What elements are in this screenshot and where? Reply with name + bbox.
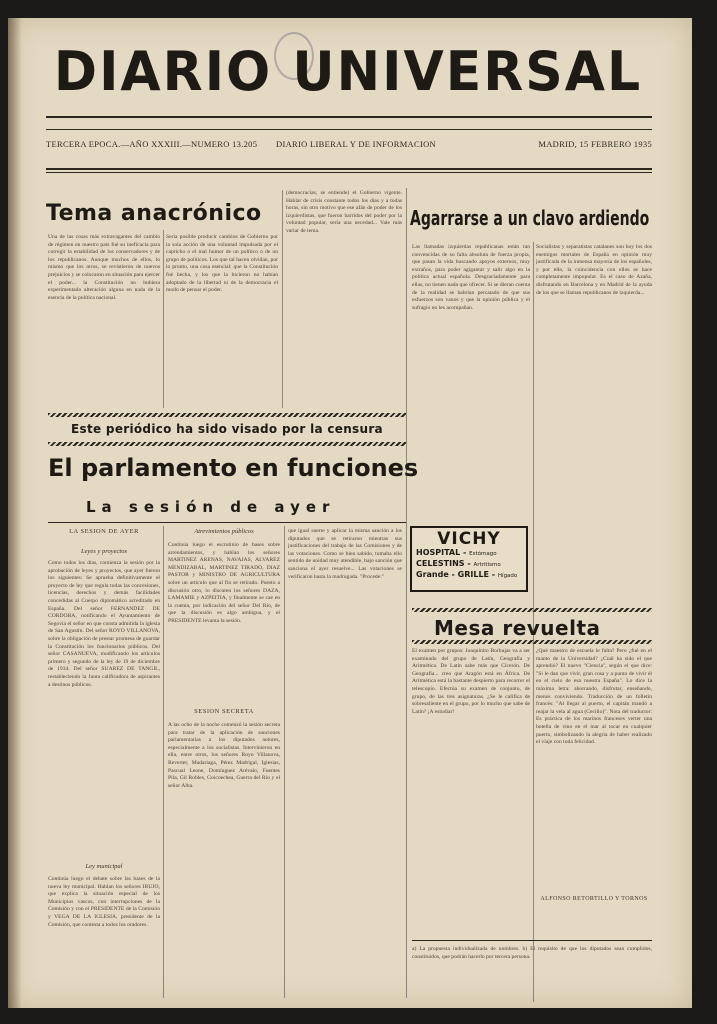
headline-tema: Tema anacrónico <box>46 201 262 226</box>
label-sesion-ayer: LA SESION DE AYER <box>69 528 139 535</box>
mesa-signature: ALFONSO RETORTILLO Y TORNOS <box>540 896 648 902</box>
edition-info: TERCERA EPOCA.—AÑO XXXIII.—NUMERO 13.205 <box>46 139 258 149</box>
column-divider <box>163 526 164 998</box>
headline-parlamento: El parlamento en funciones <box>48 454 419 482</box>
mesa-bottom-text: a) La propuesta individualizada de nombres. b) El requisito de que los diputados sean cumplidos, constituidos, que podrán hacerlo por tercera persona. <box>412 946 652 960</box>
masthead-rule-mid <box>46 129 652 130</box>
parlamento-column-2b: A las ocho de la noche comenzó la sesión secreta para tratar de la aplicación de sanciones parlamentarias a los diputados autores, especialmente a los socialistas. Intervinieron en ella, entre otros, los señores Royo Villanova, Reverter, Madariaga, Pérez Madrigal, Iglesias, Pascual Leone, Domínguez Arévalo, Fuentes Pila, Gil Robles, Goicoechea, Guerra del Río y el señor Alba. <box>168 722 280 789</box>
ad-line-celestins: CELESTINS - Artritismo <box>416 559 501 568</box>
ornament-rule <box>412 640 652 644</box>
section-rule <box>412 940 652 941</box>
mesa-column-2: ¿Qué maestro de escuela le falta? Pero ¿fué en el manto de la Universidad? ¿Cuál ha sido el que aprendió? El nuevo "Ciencia", según el que dice: "Si le dan que vivir, gran cosa y a punto de vivir él en el cielo de esa nuestra España". Lo dice la máxima letra: ahorrando, disfrutar, enseñando, menos conviviendo. Traducción de un folletín francés: "Al llegar al puerto, el capitán mandó a reajar la vela al agua (Cecilio)". Nota del traductor: Es práctica de los marinos franceses verter una botella de vino en el mar al tocar en cualquier puerto, simbolizando la alegría de haber realizado el viaje con toda felicidad. <box>536 648 652 746</box>
ornament-rule <box>48 442 406 446</box>
masthead-rule-bottom <box>46 168 652 170</box>
parlamento-column-3: que igual suerte y aplicar la misma sanción a los diputados que se retiraron mientras sus justificaciones del trabajo de las Comisiones y de las votaciones. Como se bien sabido, tomaba ello sentido de unidad muy atendible, bajo sanción que sanciona el ayer resuelve... Las votaciones se verificaron hasta la madrugada. "Procede:" <box>288 528 402 580</box>
mesa-column-1: El examen por grupos: Joaquinito Borbujas va a ser examinado del grupo de Latín, Geografía y Aritmética. De Latín sabe más que Cicerón. De Geografía... creo que Aragón está en África. De Aritmética está la bastante despierto para recorrer el telescopio. Efectúa su examen de conjunto, de grupo, de las tres asignaturas. ¿Se le califica de sobresaliente en el grupo, por lo mucho que sabe de Latín? ¡A estudiar! <box>412 648 530 715</box>
newspaper-page <box>8 18 692 1008</box>
section-rule <box>48 522 406 523</box>
tema-column-1: Una de las cosas más extravagantes del cambio de régimen en nuestro país fué su ineficacia para corregir la estabilidad de los conservadores y de los republicanos. Aunque muchos de ellos, lo mismo que los otros, se revistieron de nuevos prejuicios y se colocaron en situación para ejercer el poder... la Constitución no hubiera experimentado alteración alguna en nada de la esencia de la política nacional. <box>48 234 160 301</box>
label-ley-municipal: Ley municipal <box>85 863 123 870</box>
agarrarse-column-2: Socialistas y separatistas catalanes son hoy los dos enemigos mortales de España en opinión muy justificada de la inmensa mayoría de los españoles, y por ello, la coincidencia con ellos se hace completamente impopular. Es el caso de Azaña, disfrutando en Barcelona y en Madrid de la ayuda de los que se llaman republicanos de izquierda... <box>536 244 652 296</box>
ad-line-hospital: HOSPITAL - Estómago <box>416 548 497 557</box>
ad-title: VICHY <box>437 529 501 549</box>
masthead-title: DIARIO UNIVERSAL <box>53 40 643 104</box>
agarrarse-column-1: Las llamadas izquierdas republicanas están tan convencidas de su falta absoluta de fuerza propia, que pasan la vida buscando apoyos externos, muy extraños, para poder agigantar y salir algo en la política actual española. Desgraciadamente para ellas, no tienen nada que ofrecer. Si se dieran cuenta de la realidad se habrían percatado de que sus esfuerzos son vanos y que la opinión pública y el sufragio no les acompañan. <box>412 244 530 311</box>
tema-column-3: (democracias, se entiende) el Gobierno vigente. Hablar de crisis constante todos los días y a todas horas, sin otro motivo que ese afán de poder de los izquierdistas, que fueron barridos del poder por la voluntad popular, sería una necedad... Vale más variar de tema. <box>286 190 402 234</box>
parlamento-column-1b: Continúa luego el debate sobre las bases de la nueva ley municipal. Hablan los señores IRUJO, que explica la situación especial de los Municipios vascos, con interrupciones de la Comisión y con el PRESIDENTE de la Comisión y VEGA DE LA IGLESIA, presidente de la Comisión, que contesta a todos los oradores. <box>48 876 160 928</box>
masthead-rule-top <box>46 116 652 118</box>
label-leyes: Leyes y proyectos <box>81 548 127 555</box>
column-divider <box>406 188 407 998</box>
date-line: MADRID, 15 FEBRERO 1935 <box>538 139 652 149</box>
ornament-rule <box>48 413 406 417</box>
vichy-advertisement <box>410 526 528 592</box>
paper-tagline: DIARIO LIBERAL Y DE INFORMACION <box>276 139 436 149</box>
headline-agarrarse: Agarrarse a un clavo ardiendo <box>410 206 650 230</box>
label-sesion-secreta: SESION SECRETA <box>194 708 254 715</box>
masthead-rule-bottom-thin <box>46 172 652 173</box>
parlamento-column-2: Continúa luego el escrutinio de bases sobre arrendamientos, y hablan los señores MARTINEZ ARENAS, NAVAJAS, ALVAREZ MENDIZABAL, MARTINEZ TIRADO, DIAZ PASTOR y MINISTRO DE AGRICULTURA sobre un artículo que al fin se retirado. Puesto a discusión otro, lo discuten los señores DAZA, LAMAMIE y AZPEITIA, y finalmente se cae en la cuenta, por indicación del señor Del Río, de que la discusión es algo ambigua, y el PRESIDENTE levanta la sesión. <box>168 542 280 624</box>
censorship-notice: Este periódico ha sido visado por la censura <box>71 422 383 436</box>
headline-mesa-revuelta: Mesa revuelta <box>434 616 601 640</box>
column-divider <box>163 230 164 408</box>
column-divider <box>284 526 285 998</box>
ornament-rule <box>412 608 652 612</box>
label-atrevimientos: Atrevimientos públicos <box>194 528 254 535</box>
column-divider <box>282 190 283 408</box>
subheadline-sesion: La sesión de ayer <box>86 498 336 516</box>
tema-column-2: Sería posible producir cambios de Gobierno por la sola acción de una voluntad impulsada por el capricho o el mal humor de un político o de un grupo de políticos. Los que tal hacen olvidan, por lo pronto, una cosa esencial: que la Constitución fué hecha, y los que la hicieron no habían adoptado de la libertad ni de la democracia el modo de pensar el poder. <box>166 234 278 294</box>
parlamento-column-1: Como todos los días, comienza la sesión por la aprobación de leyes y proyectos, que ayer fueron los siguientes: Se aprueba definitivamente el proyecto de ley que regula todas las concesiones, licencias, derechos y demás facilidades concedidas al Cuerpo diplomático acreditado en España. Del señor FERNANDEZ DE CORDOBA, notificando el Ayuntamiento de Segovia el señor en que consta admitida la iglesia de San Agustín. Del señor ROYO VILLANOVA, sobre la obligación de prestar promesa de guardar la Constitución los funcionarios públicos. Del señor CASANUEVA, modificando los artículos primero y segundo de la ley de 19 de diciembre de 1934. Del señor SUAREZ DE TANGIL, restableciendo la Junta calificadora de aspirantes a destinos públicos. <box>48 560 160 688</box>
ad-line-grille: Grande - GRILLE - Hígado <box>416 570 518 579</box>
